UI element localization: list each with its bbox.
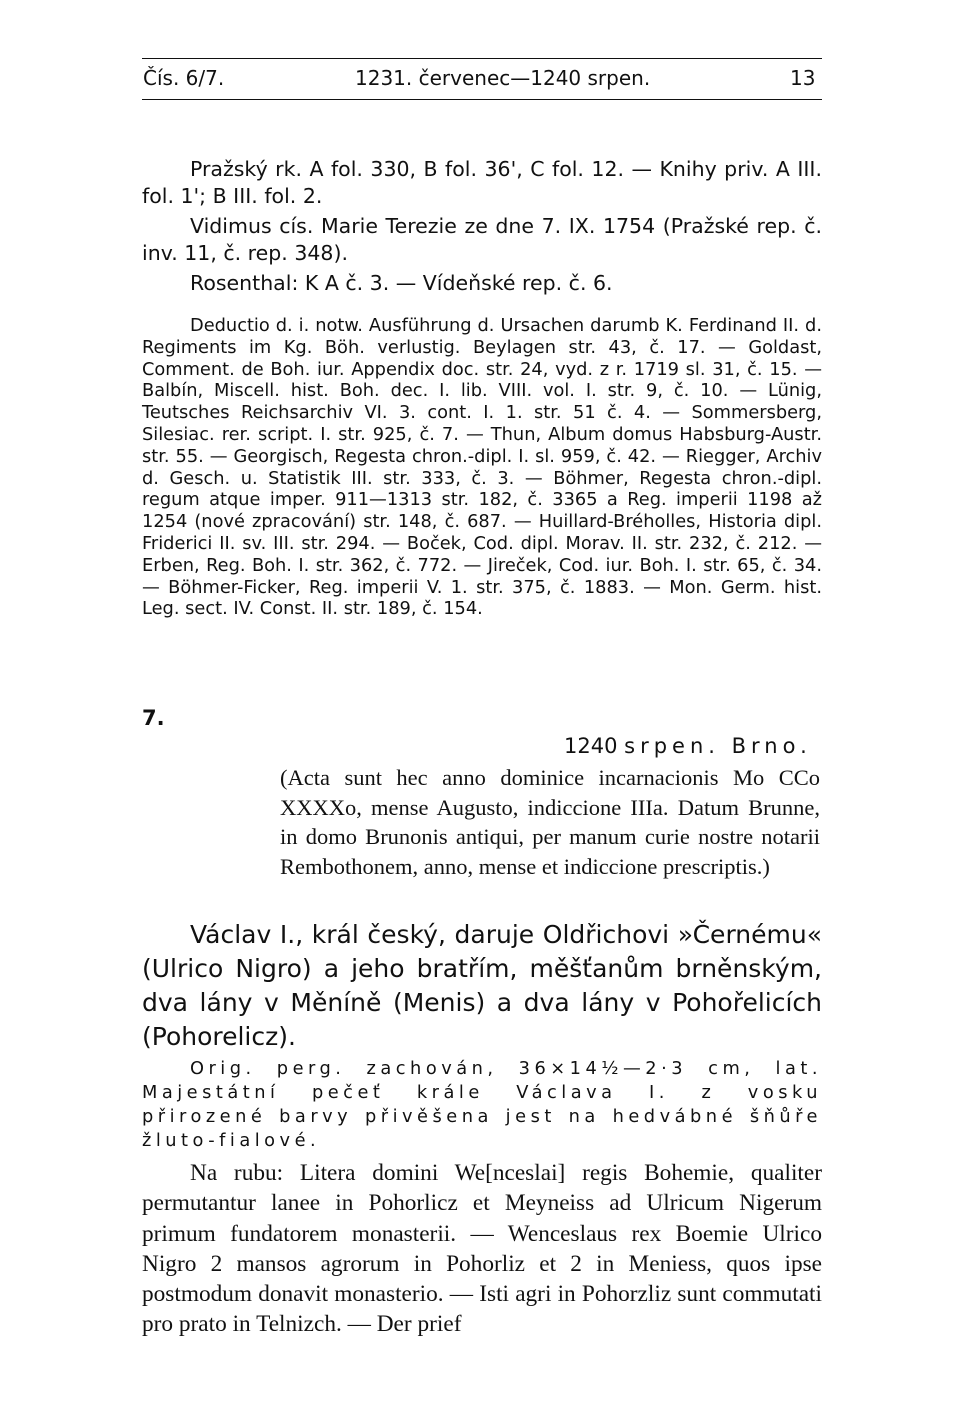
doc7-dorsal-note: Na rubu: Litera domini We[nceslai] regis Bohemie, qualiter permutantur lanee in Pohorlicz et Meyneiss ad Ulricum Nigerum primum fundatorem monasterii. — Wenceslaus rex Boemie Ulrico Nigro 2 mansos agrorum in Pohorliz et 2 in Meniess, quos ipse postmodum donavit monasterio. — Isti agri in Pohorzliz sunt commutati pro prato in Telnizch. — Der prief <box>142 1160 822 1338</box>
doc6-literature: Deductio d. i. notw. Ausführung d. Ursachen darumb K. Ferdinand II. d. Regiments im Kg. Böh. verlustig. Beylagen str. 43, č. 17. — Goldast, Comment. de Boh. iur. Appendix doc. str. 24, vyd. z r. 1719 sl. 31, č. 15. — Balbín, Miscell. hist. Boh. dec. I. lib. VIII. vol. I. str. 9, č. 10. — Lünig, Teutsches Reichsarchiv VI. 3. cont. I. 1. str. 51 č. 4. — Sommersberg, Silesiac. rer. script. I. str. 925, č. 7. — Thun, Album domus Habsburg-Austr. str. 55. — Georgisch, Regesta chron.-dipl. I. sl. 959, č. 42. — Riegger, Archiv d. Gesch. u. Statistik III. str. 333, č. 3. — Böhmer, Regesta chron.-dipl. regum atque imper. 911—1313 str. 182, č. 3365 a Reg. imperii 1198 až 1254 (nové zpracování) str. 148, č. 687. — Huillard-Bréholles, Historia dipl. Friderici II. sv. III. str. 294. — Boček, Cod. dipl. Morav. II. str. 232, č. 212. — Erben, Reg. Boh. I. str. 362, č. 772. — Jireček, Cod. iur. Boh. I. str. 65, č. 34. — Böhmer-Ficker, Reg. imperii V. 1. str. 375, č. 1883. — Mon. Germ. hist. Leg. sect. IV. Const. II. str. 189, č. 154. <box>142 315 822 620</box>
header-date-range: 1231. červenec—1240 srpen. <box>355 66 651 90</box>
doc7-number: 7. <box>142 706 165 730</box>
doc6-source-1: Pražský rk. A fol. 330, B fol. 36', C fol. 12. — Knihy priv. A III. fol. 1'; B III. fol. 2. <box>142 157 822 208</box>
doc7-date-place: srpen. Brno. <box>624 734 812 758</box>
doc6-source-2: Vidimus cís. Marie Terezie ze dne 7. IX. 1754 (Pražské rep. č. inv. 11, č. rep. 348). <box>142 214 822 265</box>
header-section-number: Čís. 6/7. <box>143 66 225 90</box>
doc7-regest: Václav I., král český, daruje Oldřichovi »Černému« (Ulrico Nigro) a jeho bratřím, měšťanům brněnským, dva lány v Měníně (Menis) a dva lány v Pohořelicích (Pohorelicz). <box>142 920 822 1051</box>
doc7-original-description: Orig. perg. zachován, 36×14½—2·3 cm, lat. Majestátní pečeť krále Václava I. z vosku přirozené barvy přivěšena jest na hedvábné šňůře žluto-fialové. <box>142 1058 822 1151</box>
doc7-date-line <box>564 734 812 758</box>
doc6-source-3: Rosenthal: K A č. 3. — Vídeňské rep. č. 6. <box>190 271 613 295</box>
header-rule-bottom <box>142 99 822 100</box>
doc7-date-year: 1240 <box>564 734 618 758</box>
header-page-number: 13 <box>790 66 816 90</box>
doc7-dating-clause: (Acta sunt hec anno dominice incarnacionis Mo CCo XXXXo, mense Augusto, indiccione IIIa. Datum Brunne, in domo Brunonis antiqui, per manum curie nostre notarii Rembothonem, anno, mense et indiccione prescriptis.) <box>280 765 820 879</box>
header-rule-top <box>142 58 822 59</box>
